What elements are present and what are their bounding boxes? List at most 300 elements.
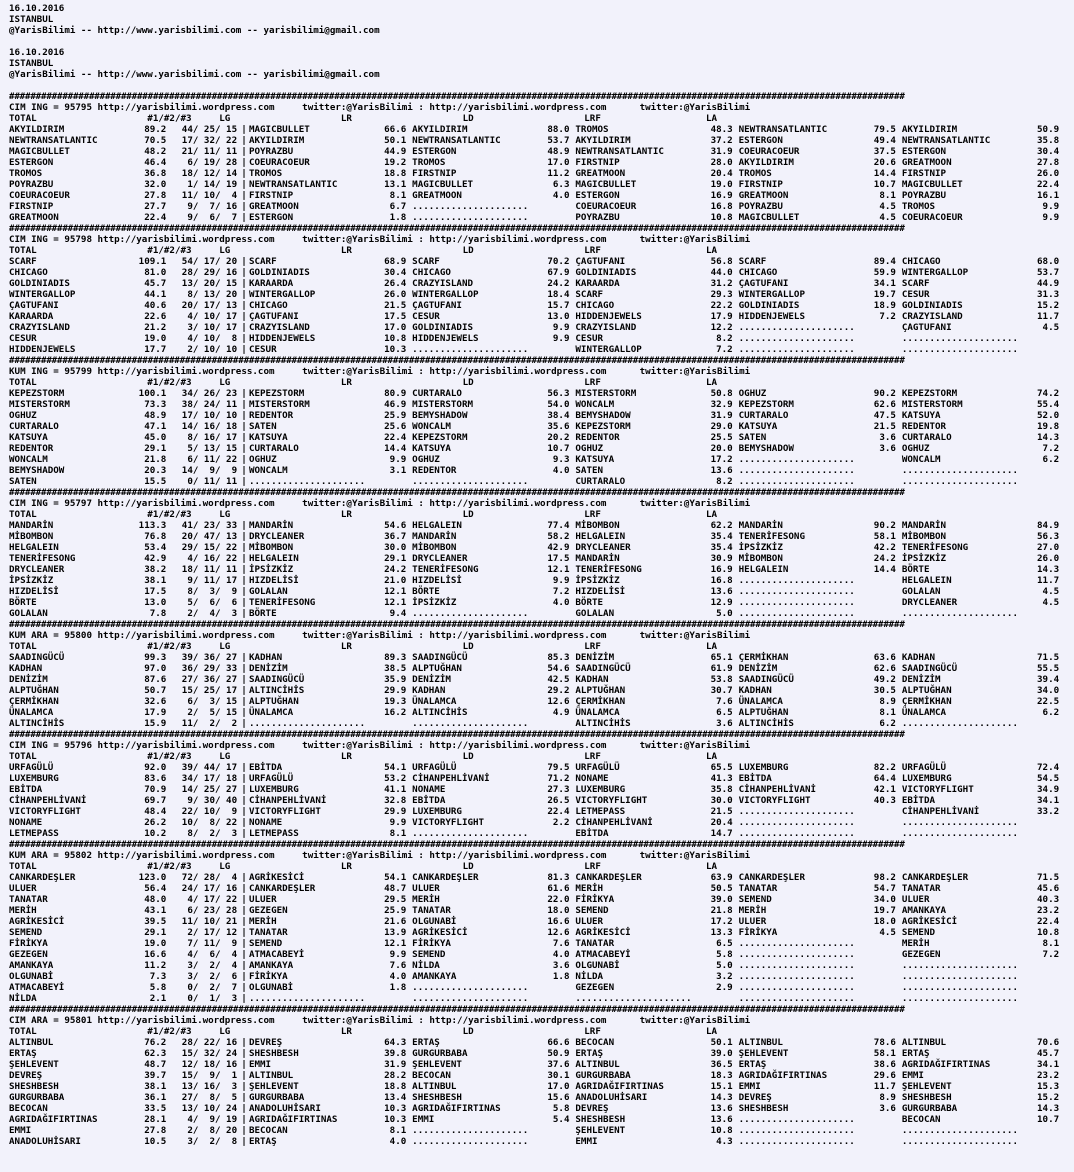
ranking-score: 15.6: [547, 1092, 570, 1103]
horse-name: CİHANPEHLİVANİ: [9, 795, 87, 806]
ranking-score: 90.2: [873, 388, 896, 399]
rank-counts: 54/ 17/ 20: [181, 256, 238, 267]
ranking-horse: .....................: [412, 718, 529, 729]
column-gap: [1059, 982, 1065, 993]
total-score: 17.7: [144, 344, 167, 355]
total-score: 48.2: [144, 146, 167, 157]
ranking-score: [1028, 333, 1059, 344]
ranking-score: [864, 476, 895, 487]
horse-name: NEWTRANSATLANTIC: [9, 135, 98, 146]
ranking-score: 19.3: [384, 696, 407, 707]
ranking-score: 65.1: [710, 652, 733, 663]
ranking-horse: .....................: [901, 971, 1018, 982]
ranking-score: 9.9: [389, 817, 407, 828]
column-divider: |: [241, 344, 247, 355]
total-score: 42.9: [144, 553, 167, 564]
ranking-horse: NEWTRANSATLANTIC: [575, 146, 664, 157]
ranking-horse: .....................: [412, 993, 529, 1004]
ranking-score: 16.9: [710, 190, 733, 201]
ranking-score: 53.7: [547, 135, 570, 146]
horse-name: WINTERGALLOP: [9, 289, 76, 300]
ranking-score: 14.3: [1037, 564, 1060, 575]
ranking-horse: WINTERGALLOP: [575, 344, 642, 355]
column-divider: |: [241, 872, 247, 883]
ranking-horse: ŞEHLEVENT: [248, 1081, 299, 1092]
ranking-horse: ALTINBUL: [248, 1070, 294, 1081]
ranking-horse: REDENTOR: [248, 410, 294, 421]
ranking-horse: SHESHBESH: [901, 1092, 952, 1103]
ranking-score: 46.9: [384, 399, 407, 410]
total-score: 38.1: [144, 1081, 167, 1092]
column-gap: [1059, 1103, 1065, 1114]
rank-counts: 14/ 9/ 9: [181, 465, 238, 476]
rank-counts: 4/ 10/ 17: [187, 311, 238, 322]
column-gap: [1059, 1037, 1065, 1048]
column-divider: |: [241, 927, 247, 938]
ranking-horse: BÖRTE: [248, 608, 277, 619]
ranking-horse: HELGALEIN: [738, 564, 789, 575]
column-gap: [1059, 531, 1065, 542]
ranking-horse: LUXEMBURG: [412, 806, 462, 817]
rank-counts: 44/ 25/ 15: [181, 124, 238, 135]
table-row: [9, 333, 1065, 344]
ranking-score: 35.4: [710, 531, 733, 542]
ranking-score: [1028, 971, 1059, 982]
column-gap: [1059, 762, 1065, 773]
header-city: ISTANBUL: [9, 14, 54, 25]
total-score: 15.9: [144, 718, 167, 729]
ranking-score: 3.6: [879, 432, 896, 443]
ranking-score: 54.0: [547, 399, 570, 410]
ranking-score: [1028, 817, 1059, 828]
table-row: [9, 1059, 1065, 1070]
ranking-horse: NONAME: [412, 784, 446, 795]
ranking-horse: .....................: [738, 828, 855, 839]
column-divider: |: [241, 531, 247, 542]
table-row: [9, 707, 1065, 718]
ranking-score: 53.7: [1037, 267, 1060, 278]
ranking-score: 89.3: [384, 652, 407, 663]
column-gap: [1059, 1092, 1065, 1103]
rank-counts: 4/ 16/ 22: [187, 553, 238, 564]
column-gap: [1059, 278, 1065, 289]
column-gap: [1059, 696, 1065, 707]
rank-counts: 2/ 5/ 15: [187, 707, 238, 718]
race-column-header: TOTAL #1/#2/#3 LG LR LD LRF LA: [9, 1026, 718, 1037]
table-row: [9, 564, 1065, 575]
column-gap: [1059, 960, 1065, 971]
column-gap: [1059, 146, 1065, 157]
total-score: 44.1: [144, 289, 167, 300]
rank-counts: 0/ 11/ 11: [187, 476, 238, 487]
column-gap: [1059, 399, 1065, 410]
ranking-horse: GOLDINIADIS: [738, 300, 800, 311]
ranking-horse: CANKARDEŞLER: [901, 872, 969, 883]
ranking-score: 36.5: [710, 1059, 733, 1070]
ranking-score: 6.7: [389, 201, 407, 212]
horse-name: AGRİKESİCİ: [9, 916, 65, 927]
ranking-horse: ALPTUĞHAN: [412, 663, 462, 674]
rank-counts: 9/ 7/ 16: [187, 201, 238, 212]
table-row: [9, 454, 1065, 465]
ranking-score: [864, 597, 895, 608]
ranking-horse: TROMOS: [412, 157, 446, 168]
horse-name: GREATMOON: [9, 212, 59, 223]
column-divider: |: [241, 707, 247, 718]
ranking-score: 82.2: [873, 762, 896, 773]
horse-name: SEMEND: [9, 927, 43, 938]
total-score: 81.0: [144, 267, 167, 278]
ranking-score: 3.6: [716, 718, 733, 729]
column-gap: [1059, 256, 1065, 267]
separator-line: ########################################################################################################################################################################: [9, 355, 905, 366]
ranking-horse: ÜNALAMCA: [412, 696, 457, 707]
column-gap: [1059, 1070, 1065, 1081]
table-row: [9, 542, 1065, 553]
table-row: [9, 784, 1065, 795]
ranking-horse: OLGUNABİ: [412, 916, 457, 927]
column-gap: [1059, 289, 1065, 300]
rank-counts: 72/ 28/ 4: [181, 872, 238, 883]
ranking-horse: POYRAZBU: [738, 201, 783, 212]
ranking-horse: .....................: [738, 454, 855, 465]
table-row: [9, 949, 1065, 960]
ranking-horse: ERTAŞ: [575, 1048, 604, 1059]
ranking-score: 84.9: [1037, 520, 1060, 531]
ranking-score: 10.8: [710, 1125, 733, 1136]
horse-name: GURGURBABA: [9, 1092, 65, 1103]
column-divider: |: [241, 795, 247, 806]
ranking-horse: EBİTDA: [738, 773, 772, 784]
ranking-score: 29.9: [384, 685, 407, 696]
ranking-horse: MERİH: [412, 894, 440, 905]
column-divider: |: [241, 267, 247, 278]
total-score: 46.4: [144, 157, 167, 168]
ranking-horse: .....................: [412, 982, 529, 993]
ranking-score: 3.1: [389, 465, 407, 476]
ranking-horse: MANDARİN: [901, 520, 947, 531]
race-block: [9, 355, 1065, 487]
ranking-score: 14.3: [710, 1092, 733, 1103]
total-score: 70.9: [144, 784, 167, 795]
ranking-score: [864, 333, 895, 344]
ranking-score: [864, 465, 895, 476]
ranking-horse: HELGALEIN: [575, 531, 626, 542]
ranking-horse: MİBOMBON: [738, 553, 783, 564]
race-block: [9, 487, 1065, 619]
ranking-score: 62.6: [873, 399, 896, 410]
total-score: 28.1: [144, 1114, 167, 1125]
column-gap: [1059, 597, 1065, 608]
ranking-score: 89.4: [873, 256, 896, 267]
ranking-score: [864, 454, 895, 465]
column-gap: [1059, 410, 1065, 421]
column-divider: |: [241, 828, 247, 839]
ranking-horse: TENERİFESONG: [901, 542, 969, 553]
total-score: 48.4: [144, 806, 167, 817]
ranking-horse: MİBOMBON: [901, 531, 947, 542]
ranking-horse: TANATAR: [248, 927, 288, 938]
horse-name: MERİH: [9, 905, 37, 916]
rank-counts: 28/ 29/ 16: [181, 267, 238, 278]
ranking-horse: KEPEZSTORM: [901, 388, 958, 399]
rank-counts: 20/ 47/ 13: [181, 531, 238, 542]
total-score: 29.1: [144, 443, 167, 454]
horse-name: ÇAGTUFANI: [9, 300, 59, 311]
ranking-horse: CURTARALO: [901, 432, 952, 443]
table-row: [9, 1048, 1065, 1059]
ranking-horse: OGHUZ: [575, 443, 604, 454]
ranking-horse: MİBOMBON: [575, 520, 620, 531]
horse-name: ÜNALAMCA: [9, 707, 54, 718]
ranking-horse: GREATMOON: [901, 157, 952, 168]
column-gap: [1059, 300, 1065, 311]
total-score: 76.2: [144, 1037, 167, 1048]
ranking-score: 5.0: [716, 960, 733, 971]
ranking-score: 6.2: [1042, 707, 1060, 718]
ranking-score: 15.1: [710, 1081, 733, 1092]
rank-counts: 29/ 15/ 22: [181, 542, 238, 553]
column-divider: |: [241, 674, 247, 685]
ranking-horse: .....................: [412, 1125, 529, 1136]
column-divider: |: [241, 465, 247, 476]
ranking-horse: TANATAR: [412, 905, 451, 916]
column-divider: |: [241, 971, 247, 982]
ranking-horse: .....................: [901, 608, 1018, 619]
column-gap: [1059, 784, 1065, 795]
total-score: 48.7: [144, 1059, 167, 1070]
ranking-horse: BECOCAN: [575, 1037, 615, 1048]
ranking-score: 58.1: [873, 531, 896, 542]
ranking-score: 18.8: [384, 1081, 407, 1092]
ranking-horse: BECOCAN: [901, 1114, 941, 1125]
ranking-score: 81.3: [547, 872, 570, 883]
ranking-score: 27.8: [1037, 157, 1060, 168]
rank-counts: 8/ 3/ 9: [187, 586, 238, 597]
horse-name: REDENTOR: [9, 443, 54, 454]
ranking-horse: ALPTUĞHAN: [248, 696, 299, 707]
ranking-horse: URFAGÜLÜ: [901, 762, 947, 773]
ranking-score: 26.0: [1037, 553, 1060, 564]
ranking-score: 9.4: [389, 608, 407, 619]
ranking-score: [538, 982, 569, 993]
horse-name: DEVREŞ: [9, 1070, 43, 1081]
ranking-horse: KEPEZSTORM: [248, 388, 305, 399]
ranking-score: [864, 806, 895, 817]
column-gap: [1059, 168, 1065, 179]
column-gap: [1059, 608, 1065, 619]
ranking-score: 27.0: [1037, 542, 1060, 553]
ranking-horse: OGHUZ: [901, 443, 930, 454]
ranking-score: 42.9: [547, 542, 570, 553]
horse-name: SHESHBESH: [9, 1081, 59, 1092]
ranking-horse: POYRAZBU: [901, 190, 947, 201]
rank-counts: 17/ 10/ 10: [181, 410, 238, 421]
ranking-horse: GURGURBABA: [248, 1092, 305, 1103]
separator-line: ########################################################################################################################################################################: [9, 619, 905, 630]
ranking-score: 14.4: [384, 443, 407, 454]
table-row: [9, 696, 1065, 707]
column-gap: [1059, 322, 1065, 333]
table-row: [9, 960, 1065, 971]
ranking-score: 18.0: [547, 905, 570, 916]
ranking-horse: .....................: [738, 982, 855, 993]
ranking-score: [864, 1125, 895, 1136]
ranking-horse: AKYILDIRIM: [412, 124, 468, 135]
column-divider: |: [241, 179, 247, 190]
table-row: [9, 1114, 1065, 1125]
table-row: [9, 322, 1065, 333]
ranking-horse: ALTINCİHİS: [575, 718, 631, 729]
table-row: [9, 168, 1065, 179]
table-row: [9, 773, 1065, 784]
table-row: [9, 993, 1065, 1004]
ranking-score: [1028, 993, 1059, 1004]
ranking-horse: .....................: [738, 333, 855, 344]
ranking-score: 31.9: [384, 1059, 407, 1070]
ranking-horse: .....................: [901, 1136, 1018, 1147]
column-divider: |: [241, 388, 247, 399]
ranking-horse: TROMOS: [575, 124, 609, 135]
ranking-score: 8.9: [879, 696, 896, 707]
ranking-score: [864, 344, 895, 355]
horse-name: VICTORYFLIGHT: [9, 806, 81, 817]
horse-name: KEPEZSTORM: [9, 388, 65, 399]
column-divider: |: [241, 773, 247, 784]
total-score: 92.0: [144, 762, 167, 773]
ranking-score: 19.0: [710, 179, 733, 190]
ranking-score: 29.2: [547, 685, 570, 696]
ranking-score: 14.3: [1037, 1103, 1060, 1114]
ranking-horse: .....................: [901, 333, 1018, 344]
column-divider: |: [241, 135, 247, 146]
ranking-horse: AMANKAYA: [412, 971, 457, 982]
ranking-score: 29.0: [710, 421, 733, 432]
ranking-horse: NEWTRANSATLANTIC: [901, 135, 991, 146]
ranking-score: [538, 1136, 569, 1147]
column-divider: |: [241, 289, 247, 300]
ranking-score: 50.8: [710, 388, 733, 399]
column-divider: |: [241, 278, 247, 289]
rank-counts: 13/ 20/ 15: [181, 278, 238, 289]
ranking-horse: MAGICBULLET: [575, 179, 637, 190]
ranking-score: 38.5: [384, 663, 407, 674]
ranking-score: 3.6: [879, 443, 896, 454]
ranking-score: 30.9: [710, 553, 733, 564]
ranking-horse: MERİH: [575, 883, 604, 894]
rank-counts: 13/ 10/ 24: [181, 1103, 238, 1114]
rank-counts: 39/ 44/ 17: [181, 762, 238, 773]
ranking-horse: ÇAGTUFANI: [901, 322, 952, 333]
ranking-score: 10.8: [1037, 927, 1060, 938]
ranking-horse: .....................: [901, 993, 1018, 1004]
ranking-score: 4.0: [552, 465, 570, 476]
ranking-score: 45.7: [1037, 1048, 1060, 1059]
column-gap: [1059, 905, 1065, 916]
ranking-horse: GREATMOON: [412, 190, 462, 201]
total-score: 16.6: [144, 949, 167, 960]
rank-counts: 8/ 13/ 20: [187, 289, 238, 300]
ranking-score: 1.8: [552, 971, 570, 982]
ranking-score: 22.2: [710, 300, 733, 311]
race-block: [9, 91, 1065, 223]
ranking-horse: SEMEND: [575, 905, 609, 916]
rank-counts: 9/ 11/ 17: [187, 575, 238, 586]
total-score: 21.2: [144, 322, 167, 333]
ranking-horse: .....................: [738, 1114, 855, 1125]
ranking-score: 35.8: [710, 784, 733, 795]
ranking-score: 4.5: [1042, 586, 1060, 597]
ranking-score: 48.9: [547, 146, 570, 157]
ranking-horse: .....................: [738, 322, 855, 333]
horse-name: MİBOMBON: [9, 531, 54, 542]
race-block: [9, 1004, 1065, 1147]
horse-name: URFAGÜLÜ: [9, 762, 54, 773]
column-gap: [1059, 421, 1065, 432]
ranking-horse: TANATAR: [901, 883, 941, 894]
column-gap: [1059, 795, 1065, 806]
ranking-score: 64.4: [873, 773, 896, 784]
ranking-score: 8.1: [1042, 938, 1060, 949]
table-row: [9, 905, 1065, 916]
race-title: KUM ARA = 95800 http://yarisbilimi.wordpress.com twitter:@YarisBilimi : http://yarisbilimi.wordpress.com twitter:@YarisBilimi: [9, 630, 751, 641]
ranking-horse: CİHANPEHLİVANİ: [575, 817, 653, 828]
ranking-score: 71.5: [1037, 652, 1060, 663]
table-row: [9, 1070, 1065, 1081]
ranking-score: 58.2: [547, 531, 570, 542]
ranking-horse: .....................: [412, 828, 529, 839]
ranking-score: [1028, 828, 1059, 839]
table-row: [9, 278, 1065, 289]
total-score: 62.3: [144, 1048, 167, 1059]
ranking-score: 17.2: [710, 916, 733, 927]
ranking-horse: ÜNALAMCA: [738, 696, 783, 707]
ranking-score: 44.9: [384, 146, 407, 157]
column-gap: [1059, 1125, 1065, 1136]
ranking-score: 44.0: [710, 267, 733, 278]
column-gap: [1059, 575, 1065, 586]
total-score: 76.8: [144, 531, 167, 542]
ranking-score: 90.2: [873, 520, 896, 531]
column-gap: [1059, 157, 1065, 168]
column-divider: |: [241, 1092, 247, 1103]
horse-name: WONCALM: [9, 454, 48, 465]
ranking-score: 13.6: [710, 586, 733, 597]
ranking-score: 50.5: [710, 883, 733, 894]
ranking-score: 31.9: [710, 146, 733, 157]
ranking-horse: HELGALEIN: [412, 520, 462, 531]
total-score: 89.2: [144, 124, 167, 135]
ranking-score: 70.6: [1037, 1037, 1060, 1048]
ranking-score: 30.5: [873, 685, 896, 696]
ranking-score: 42.5: [547, 674, 570, 685]
ranking-horse: .....................: [412, 1136, 529, 1147]
ranking-score: 16.2: [384, 707, 407, 718]
ranking-horse: KADHAN: [248, 652, 283, 663]
table-row: [9, 674, 1065, 685]
column-divider: |: [241, 1103, 247, 1114]
column-divider: |: [241, 322, 247, 333]
ranking-score: 49.4: [873, 135, 896, 146]
column-gap: [1059, 663, 1065, 674]
rank-counts: 13/ 16/ 3: [181, 1081, 238, 1092]
total-score: 109.1: [138, 256, 167, 267]
table-row: [9, 1136, 1065, 1147]
ranking-horse: POYRAZBU: [248, 146, 294, 157]
ranking-score: 49.2: [873, 674, 896, 685]
ranking-score: 8.1: [879, 190, 896, 201]
ranking-horse: SEMEND: [738, 894, 772, 905]
